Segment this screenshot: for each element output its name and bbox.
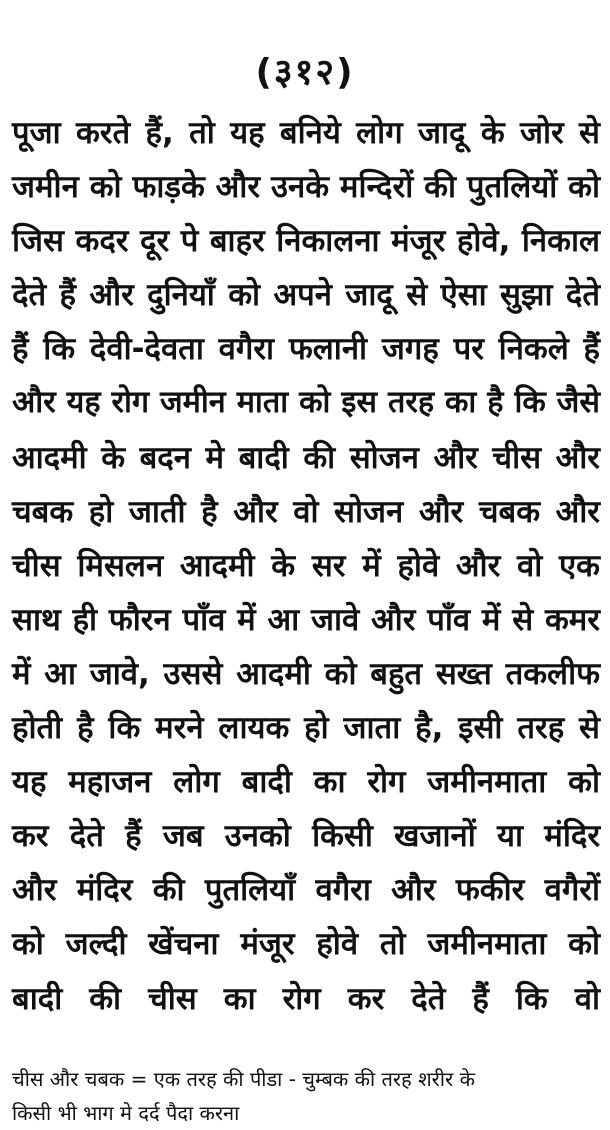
text-line: चीस मिसलन आदमी के सर में होवे और वो एक: [12, 547, 600, 584]
text-line: को जल्दी खेंचना मंजूर होवे तो जमीनमाता को: [12, 926, 600, 963]
footnote: [12, 1062, 600, 1130]
text-line: कर देते हैं जब उनको किसी खजानों या मंदिर: [12, 818, 600, 855]
text-line: बादी की चीस का रोग कर देते हैं कि वो: [12, 980, 600, 1017]
text-line: चबक हो जाती है और वो सोजन और चबक और: [12, 493, 600, 530]
text-line: हैं कि देवी-देवता वगैरा फलानी जगह पर निकले हैं: [12, 331, 600, 368]
text-line: जिस कदर दूर पे बाहर निकालना मंजूर होवे, निकाल: [12, 223, 600, 260]
text-line: और यह रोग जमीन माता को इस तरह का है कि जैसे: [12, 385, 600, 421]
text-line: और मंदिर की पुतलियाँ वगैरा और फकीर वगैरों: [12, 872, 600, 909]
footnote-line: चीस और चबक = एक तरह की पीडा - चुम्बक की तरह शरीर के: [12, 1067, 475, 1091]
text-line: देते हैं और दुनियाँ को अपने जादू से ऐसा सुझा देते: [12, 277, 600, 314]
text-line: साथ ही फौरन पाँव में आ जावे और पाँव में से कमर: [12, 601, 600, 638]
text-line: होती है कि मरने लायक हो जाता है, इसी तरह से: [12, 710, 600, 747]
footnote-line: किसी भी भाग मे दर्द पैदा करना: [12, 1101, 240, 1125]
text-line: जमीन को फाड़के और उनके मन्दिरों की पुतलियों को: [12, 169, 600, 206]
text-line: आदमी के बदन मे बादी की सोजन और चीस और: [12, 439, 600, 476]
body-text: [12, 106, 600, 1026]
text-line: यह महाजन लोग बादी का रोग जमीनमाता को: [12, 764, 600, 801]
page-number: (३१२): [255, 52, 355, 93]
text-line: में आ जावे, उससे आदमी को बहुत सख्त तकलीफ: [12, 655, 600, 692]
text-line: पूजा करते हैं, तो यह बनिये लोग जादू के जोर से: [12, 115, 600, 151]
